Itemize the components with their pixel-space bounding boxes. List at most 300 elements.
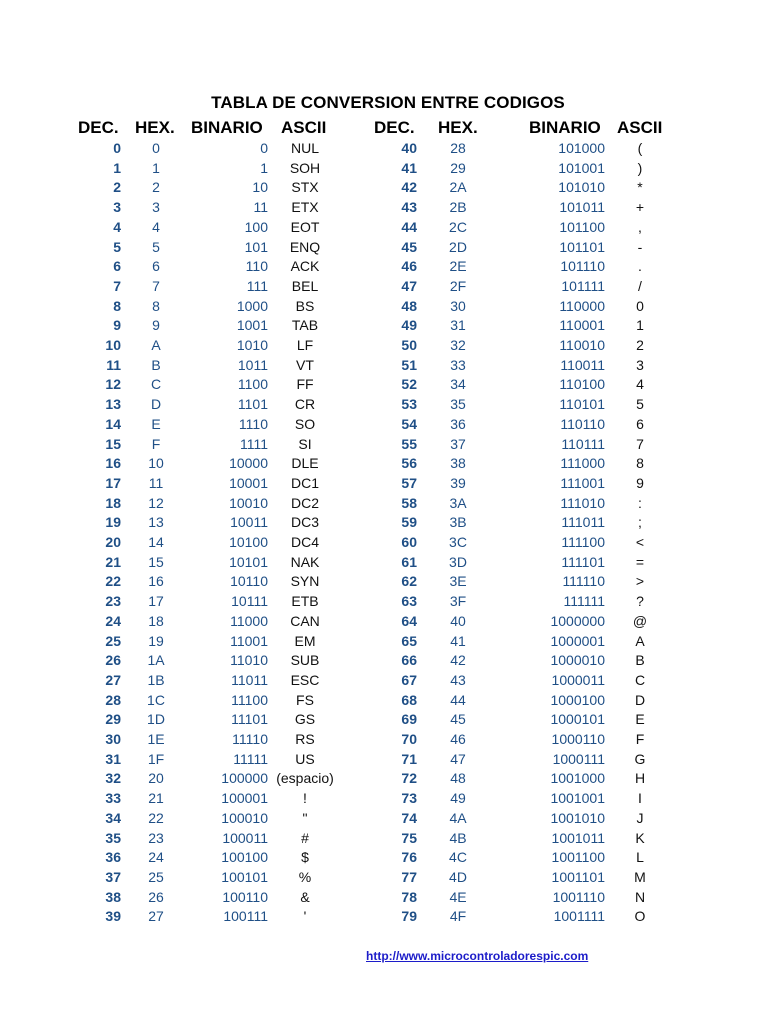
hex-cell: 4F [449,908,467,925]
binario-cell: 111110 [562,573,605,590]
dec-cell: 44 [401,218,417,235]
ascii-cell: / [638,277,642,294]
ascii-cell: J [636,809,644,826]
ascii-cell: " [302,809,308,826]
binario-cell: 100000 [221,770,268,787]
binario-cell: 111011 [561,514,605,531]
dec-cell: 20 [105,534,121,550]
dec-cell: 53 [401,396,417,413]
binario-cell: 1110 [238,415,268,432]
header-ascii-right: ASCII [617,118,663,137]
dec-cell: 71 [401,750,417,767]
ascii-cell: @ [632,612,648,629]
binario-cell: 1000 [236,297,268,314]
hex-cell: 3A [449,494,467,511]
ascii-cell: ' [303,908,307,925]
dec-cell: 33 [105,790,121,807]
dec-cell: 63 [401,593,417,610]
dec-cell: 32 [105,770,121,787]
ascii-cell: RS [295,731,315,747]
hex-cell: 22 [148,809,164,826]
ascii-cell: ESC [290,671,320,688]
hex-cell: 2F [449,277,467,294]
header-dec-right: DEC. [374,118,415,137]
ascii-cell: FS [296,691,314,708]
ascii-cell: TAB [291,317,319,334]
hex-cell: 11 [148,474,164,491]
dec-cell: 45 [401,238,417,255]
dec-cell: 18 [105,494,121,511]
dec-cell: 52 [401,376,417,393]
dec-cell: 65 [401,632,417,649]
dec-cell: 27 [105,671,121,688]
ascii-cell: 8 [636,455,644,472]
dec-cell: 35 [105,829,121,846]
ascii-cell: % [298,868,312,885]
binario-cell: 10100 [229,534,268,550]
dec-cell: 43 [401,199,417,216]
hex-cell: 33 [450,356,466,373]
ascii-cell: 1 [636,317,644,334]
binario-cell: 1001011 [551,829,605,846]
footer-link[interactable]: http://www.microcontroladorespic.com [366,949,589,963]
dec-cell: 11 [106,356,121,373]
hex-cell: 1F [147,750,165,767]
binario-cell: 1000100 [550,691,605,708]
dec-cell: 77 [401,868,417,885]
ascii-cell: GS [294,711,316,728]
ascii-cell: DLE [291,455,319,472]
ascii-cell: (espacio) [276,770,334,787]
binario-cell: 1111 [239,435,268,452]
ascii-cell: H [634,770,646,787]
binario-cell: 1001111 [553,908,605,925]
hex-cell: 23 [148,829,164,846]
binario-cell: 10001 [229,474,268,491]
dec-cell: 49 [401,317,417,334]
dec-cell: 31 [105,750,121,767]
dec-cell: 34 [105,809,121,826]
ascii-cell: 5 [636,396,644,413]
binario-cell: 101000 [558,140,605,156]
ascii-cell: - [637,238,643,255]
binario-cell: 1001001 [550,790,605,807]
hex-cell: 14 [148,534,164,550]
dec-cell: 79 [401,908,417,925]
dec-cell: 54 [401,415,417,432]
hex-cell: 6 [152,258,160,275]
ascii-cell: ACK [290,258,320,275]
dec-cell: 3 [113,199,121,216]
binario-cell: 111010 [560,494,605,511]
dec-cell: 62 [401,573,417,590]
hex-cell: 47 [450,750,466,767]
hex-cell: 40 [450,612,466,629]
ascii-cell: . [638,258,642,275]
binario-cell: 1001101 [551,868,605,885]
ascii-cell: CR [294,396,316,413]
ascii-cell: * [637,179,643,196]
dec-cell: 78 [401,888,417,905]
dec-cell: 66 [401,652,417,669]
ascii-cell: = [635,553,645,570]
binario-cell: 100010 [221,809,268,826]
hex-cell: D [150,396,162,413]
binario-cell: 110001 [559,317,605,334]
hex-cell: 1D [147,711,165,728]
dec-cell: 57 [401,474,417,491]
hex-cell: 37 [450,435,466,452]
hex-cell: 18 [148,612,164,629]
dec-cell: 37 [105,868,121,885]
dec-cell: 21 [105,553,121,570]
binario-cell: 100100 [221,849,268,866]
dec-cell: 41 [401,159,417,176]
ascii-cell: G [634,750,646,767]
dec-cell: 12 [105,376,121,393]
binario-cell: 111101 [561,553,605,570]
hex-cell: 9 [152,317,160,334]
binario-cell: 1001010 [550,809,605,826]
dec-cell: 25 [105,632,121,649]
dec-cell: 6 [113,258,121,275]
hex-cell: 4 [152,218,160,235]
header-binario-left: BINARIO [191,118,263,137]
ascii-cell: K [635,829,645,846]
ascii-cell: SOH [289,159,321,176]
binario-cell: 110101 [559,396,605,413]
hex-cell: A [151,337,161,353]
hex-cell: 13 [148,514,164,531]
ascii-cell: SI [298,435,312,452]
hex-cell: 15 [148,553,164,570]
ascii-cell: EOT [290,218,320,235]
ascii-cell: O [634,908,646,925]
hex-cell: 26 [148,888,164,905]
ascii-cell: # [301,829,309,846]
dec-cell: 58 [401,494,417,511]
binario-cell: 1101 [237,396,268,413]
ascii-cell: 3 [636,356,644,373]
dec-cell: 14 [105,415,121,432]
ascii-cell: 2 [636,337,644,353]
hex-cell: 2B [449,199,467,216]
hex-cell: 34 [450,376,466,393]
binario-cell: 110011 [560,356,605,373]
dec-cell: 8 [113,297,121,314]
dec-cell: 69 [401,711,417,728]
binario-cell: 11000 [230,612,268,629]
dec-cell: 51 [401,356,417,373]
ascii-cell: ) [637,159,643,176]
header-binario-right: BINARIO [529,118,601,137]
binario-cell: 101011 [559,199,605,216]
ascii-cell: ; [638,514,642,531]
binario-cell: 1010 [236,337,268,353]
hex-cell: 10 [148,455,164,472]
ascii-cell: NAK [290,553,320,570]
hex-cell: 2C [449,218,467,235]
header-dec-left: DEC. [78,118,119,137]
binario-cell: 100111 [223,908,268,925]
ascii-cell: M [634,868,646,885]
ascii-cell: , [638,218,642,235]
ascii-cell: D [634,691,646,708]
hex-cell: 39 [450,474,466,491]
dec-cell: 47 [401,277,417,294]
ascii-cell: CAN [290,612,320,629]
hex-cell: 29 [450,159,466,176]
dec-cell: 56 [401,455,417,472]
ascii-cell: DC1 [290,474,319,491]
binario-cell: 111100 [561,534,605,550]
hex-cell: 8 [152,297,160,314]
binario-cell: 10010 [229,494,268,511]
binario-cell: 0 [260,140,268,156]
hex-cell: 1A [147,652,165,669]
header-hex-right: HEX. [438,118,478,137]
hex-cell: 7 [152,277,160,294]
dec-cell: 0 [113,140,121,156]
ascii-cell: : [638,494,642,511]
binario-cell: 101100 [559,218,605,235]
hex-cell: 3 [152,199,160,216]
binario-cell: 1000000 [550,612,605,629]
ascii-cell: ETX [291,199,319,216]
binario-cell: 110 [245,258,268,275]
binario-cell: 100 [244,218,268,235]
ascii-cell: E [635,711,645,728]
ascii-cell: & [300,888,310,905]
binario-cell: 10000 [229,455,268,472]
hex-cell: 1E [147,731,165,747]
dec-cell: 50 [401,337,417,353]
ascii-cell: VT [296,356,314,373]
binario-cell: 1001100 [551,849,605,866]
binario-cell: 100001 [221,790,268,807]
ascii-cell: A [635,632,645,649]
binario-cell: 101 [244,238,268,255]
hex-cell: 16 [148,573,164,590]
hex-cell: 49 [450,790,466,807]
dec-cell: 9 [113,317,121,334]
dec-cell: 29 [105,711,121,728]
ascii-cell: < [635,534,645,550]
hex-cell: 2E [449,258,467,275]
hex-cell: 38 [450,455,466,472]
ascii-cell: ! [303,790,307,807]
hex-cell: 1C [147,691,165,708]
hex-cell: 31 [450,317,466,334]
binario-cell: 1001 [236,317,268,334]
ascii-cell: SUB [290,652,320,669]
dec-cell: 7 [113,277,121,294]
hex-cell: 35 [450,396,466,413]
ascii-cell: B [635,652,645,669]
hex-cell: C [150,376,162,393]
binario-cell: 111000 [560,455,605,472]
hex-cell: 36 [450,415,466,432]
binario-cell: 1011 [237,356,268,373]
hex-cell: B [151,356,161,373]
dec-cell: 13 [105,396,121,413]
dec-cell: 15 [105,435,121,452]
binario-cell: 100011 [222,829,268,846]
hex-cell: 4B [449,829,467,846]
binario-cell: 111 [246,277,268,294]
ascii-cell: DC4 [290,534,319,550]
dec-cell: 76 [401,849,417,866]
hex-cell: 45 [450,711,466,728]
dec-cell: 38 [105,888,121,905]
ascii-cell: 0 [636,297,644,314]
ascii-cell: 6 [636,415,644,432]
binario-cell: 1000011 [551,671,605,688]
binario-cell: 1100 [237,376,268,393]
binario-cell: 1000001 [550,632,605,649]
binario-cell: 100101 [221,868,268,885]
hex-cell: 2A [449,179,467,196]
hex-cell: 24 [148,849,164,866]
dec-cell: 10 [105,337,121,353]
binario-cell: 101010 [558,179,605,196]
binario-cell: 1000110 [551,731,605,747]
dec-cell: 64 [401,612,417,629]
hex-cell: 0 [152,140,160,156]
dec-cell: 26 [105,652,121,669]
ascii-cell: US [295,750,315,767]
ascii-cell: N [634,888,646,905]
hex-cell: 30 [450,297,466,314]
ascii-cell: F [635,731,645,747]
binario-cell: 1001110 [552,888,605,905]
header-hex-left: HEX. [135,118,175,137]
ascii-cell: LF [296,337,314,353]
ascii-cell: L [636,849,644,866]
hex-cell: 43 [450,671,466,688]
ascii-cell: SYN [290,573,320,590]
hex-cell: 32 [450,337,466,353]
binario-cell: 1000111 [552,750,605,767]
ascii-cell: + [635,199,645,216]
binario-cell: 11001 [230,632,268,649]
binario-cell: 11100 [231,691,268,708]
hex-cell: 42 [450,652,466,669]
dec-cell: 73 [401,790,417,807]
dec-cell: 61 [401,553,417,570]
binario-cell: 101110 [560,258,605,275]
hex-cell: 3C [449,534,467,550]
hex-cell: E [151,415,161,432]
binario-cell: 10011 [230,514,268,531]
binario-cell: 101001 [558,159,605,176]
hex-cell: 3E [449,573,467,590]
dec-cell: 23 [105,593,121,610]
dec-cell: 39 [105,908,121,925]
dec-cell: 30 [105,731,121,747]
hex-cell: 1 [152,159,160,176]
hex-cell: 4E [449,888,467,905]
hex-cell: 3D [449,553,467,570]
hex-cell: 20 [148,770,164,787]
dec-cell: 17 [105,474,121,491]
binario-cell: 1001000 [550,770,605,787]
hex-cell: 3F [449,593,467,610]
binario-cell: 101111 [561,277,605,294]
header-ascii-left: ASCII [281,118,327,137]
dec-cell: 55 [401,435,417,452]
ascii-cell: ETB [291,593,319,610]
ascii-cell: I [638,790,642,807]
hex-cell: 21 [148,790,164,807]
ascii-cell: NUL [290,140,319,156]
hex-cell: 41 [450,632,466,649]
binario-cell: 110110 [560,415,605,432]
binario-cell: 1 [260,159,268,176]
hex-cell: 4A [449,809,467,826]
ascii-cell: FF [296,376,314,393]
binario-cell: 10 [252,179,268,196]
dec-cell: 68 [401,691,417,708]
binario-cell: 10110 [230,573,268,590]
ascii-cell: 4 [636,376,644,393]
dec-cell: 2 [113,179,121,196]
dec-cell: 36 [105,849,121,866]
dec-cell: 48 [401,297,417,314]
hex-cell: 25 [148,868,164,885]
hex-cell: F [151,435,161,452]
binario-cell: 110111 [561,435,605,452]
hex-cell: 12 [148,494,164,511]
binario-cell: 11 [253,199,268,216]
binario-cell: 10111 [231,593,268,610]
hex-cell: 2 [152,179,160,196]
ascii-cell: ( [637,140,643,156]
ascii-cell: ? [636,593,644,610]
ascii-cell: EM [294,632,316,649]
dec-cell: 4 [113,218,121,235]
hex-cell: 3B [449,514,467,531]
dec-cell: 67 [401,671,417,688]
hex-cell: 1B [147,671,165,688]
hex-cell: 27 [148,908,164,925]
ascii-cell: 7 [636,435,644,452]
dec-cell: 1 [113,159,121,176]
hex-cell: 2D [449,238,467,255]
binario-cell: 111001 [560,474,605,491]
ascii-cell: DC3 [290,514,319,531]
binario-cell: 10101 [229,553,268,570]
binario-cell: 101101 [559,238,605,255]
binario-cell: 11110 [232,731,268,747]
dec-cell: 70 [401,731,417,747]
ascii-cell: DC2 [290,494,319,511]
ascii-cell: 9 [636,474,644,491]
hex-cell: 19 [148,632,164,649]
dec-cell: 22 [105,573,121,590]
binario-cell: 100110 [222,888,268,905]
ascii-cell: SO [294,415,316,432]
ascii-cell: > [635,573,645,590]
dec-cell: 40 [401,140,417,156]
binario-cell: 11011 [231,671,268,688]
binario-cell: 1000101 [550,711,605,728]
binario-cell: 111111 [563,593,605,610]
hex-cell: 28 [450,140,466,156]
ascii-cell: BEL [291,277,319,294]
binario-cell: 110010 [559,337,605,353]
hex-cell: 5 [152,238,160,255]
